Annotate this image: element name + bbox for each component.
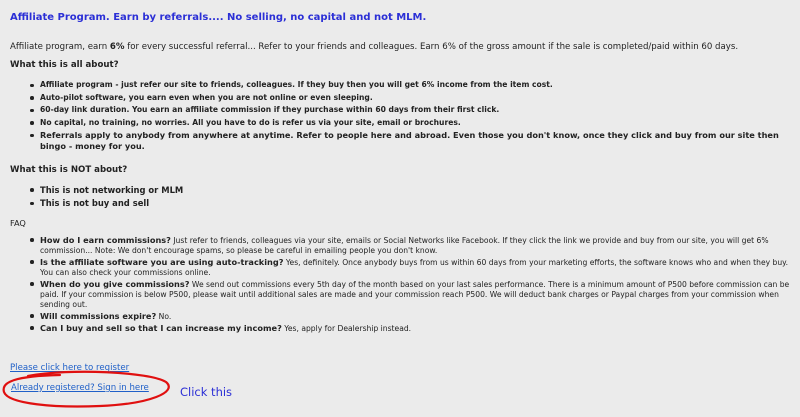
faq-question: When do you give commissions? bbox=[40, 278, 190, 289]
not-about-item: This is not networking or MLM bbox=[40, 185, 790, 196]
about-list bbox=[10, 80, 790, 152]
not-about-item: This is not buy and sell bbox=[40, 198, 790, 209]
about-item: Auto-pilot software, you earn even when you are not online or even sleeping. bbox=[40, 93, 790, 104]
about-item: Referrals apply to anybody from anywhere at anytime. Refer to people here and abroad. Even those you don't know, once they click and buy from our site then bingo - money for you. bbox=[40, 130, 790, 151]
intro-text bbox=[10, 42, 790, 53]
intro-after: for every successful referral... Refer to your friends and colleagues. Earn 6% of the gross amount if the sale is completed/paid within 60 days. bbox=[124, 42, 739, 52]
faq-label: FAQ bbox=[10, 217, 26, 228]
faq-answer: Just refer to friends, colleagues via your site, emails or Social Networks like Facebook. If they click the link we provide and buy from our site, you will get 6% commission... Note: We don't encourage spams, so please be careful in emailing people you don't know. bbox=[40, 235, 769, 255]
intro-before: Affiliate program, earn bbox=[10, 42, 110, 52]
signin-link[interactable]: Already registered? Sign in here bbox=[11, 383, 149, 393]
faq-answer: No. bbox=[156, 311, 172, 321]
faq-answer: We send out commissions every 5th day of the month based on your last sales performance. There is a minimum amount of P500 before commission can be paid. If your commission is below P500, please wait until additional sales are made and your commission reach P500. We will deduct bank charges or Paypal charges from your commission when sending out. bbox=[40, 279, 790, 309]
faq-question: How do I earn commissions? bbox=[40, 234, 171, 245]
intro-percent: 6% bbox=[109, 42, 125, 52]
faq-answer: Yes, apply for Dealership instead. bbox=[281, 323, 412, 333]
click-this-annotation: Click this bbox=[180, 385, 233, 399]
faq-question: Is the affiliate software you are using auto-tracking? bbox=[40, 256, 284, 267]
faq-item bbox=[40, 311, 790, 322]
about-item: No capital, no training, no worries. All you have to do is refer us via your site, email or brochures. bbox=[40, 118, 790, 129]
faq-answer: Yes, definitely. Once anybody buys from us within 60 days from your marketing efforts, the software knows who and when they buy. You can also check your commissions online. bbox=[40, 257, 789, 277]
not-about-list bbox=[10, 185, 790, 209]
faq-item bbox=[40, 235, 790, 256]
faq-item bbox=[40, 279, 790, 310]
page-title: Affiliate Program. Earn by referrals.... No selling, no capital and not MLM. bbox=[10, 12, 427, 23]
faq-item bbox=[40, 323, 790, 334]
red-circle-annotation bbox=[0, 370, 180, 410]
faq-question: Can I buy and sell so that I can increase my income? bbox=[40, 322, 282, 333]
about-heading: What this is all about? bbox=[10, 60, 119, 70]
faq-list bbox=[10, 235, 790, 334]
faq-question: Will commissions expire? bbox=[40, 310, 157, 321]
register-link[interactable]: Please click here to register bbox=[10, 363, 130, 373]
about-item: 60-day link duration. You earn an affiliate commission if they purchase within 60 days from their first click. bbox=[40, 105, 790, 116]
not-about-heading: What this is NOT about? bbox=[10, 164, 128, 175]
faq-item bbox=[40, 257, 790, 278]
about-item: Affiliate program - just refer our site to friends, colleagues. If they buy then you will get 6% income from the item cost. bbox=[40, 80, 790, 91]
